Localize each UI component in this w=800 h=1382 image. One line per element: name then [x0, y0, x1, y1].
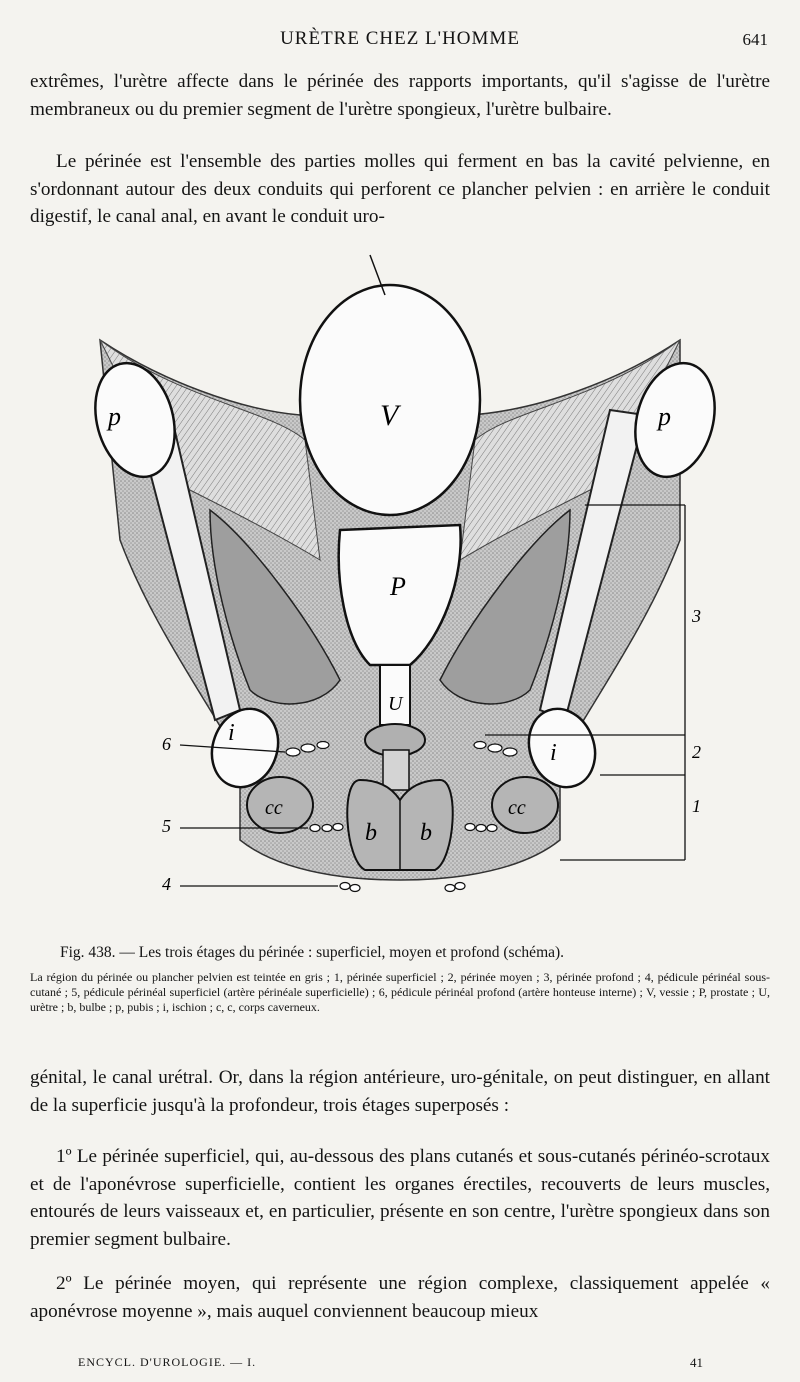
label-ischion-right: i [550, 740, 557, 766]
label-cc-right: cc [508, 797, 526, 819]
label-pedicle-6: 6 [162, 734, 171, 754]
label-bulbe-right: b [420, 820, 432, 846]
label-pubis-right: p [658, 402, 671, 431]
label-level-3: 3 [692, 606, 701, 626]
pedicle-4-vessels [340, 883, 465, 892]
label-level-2: 2 [692, 742, 701, 762]
perinee-schema [40, 240, 760, 940]
label-pedicle-5: 5 [162, 816, 171, 836]
footer-signature: ENCYCL. D'UROLOGIE. — I. [78, 1355, 257, 1369]
label-ischion-left: i [228, 720, 235, 746]
paragraph-1: extrêmes, l'urètre affecte dans le périnée des rapports importants, qu'il s'agisse de l'urètre membraneux ou du premier segment de l'urètre spongieux, l'urètre bulbaire. [30, 71, 770, 120]
paragraph-3: génital, le canal urétral. Or, dans la région antérieure, uro-génitale, on peut distinguer, en allant de la superficie jusqu'à la profondeur, trois étages superposés : [30, 1067, 770, 1116]
figure-perinee [40, 240, 760, 940]
running-title: URÈTRE CHEZ L'HOMME [280, 28, 520, 49]
figure-caption: Fig. 438. — Les trois étages du périnée : superficiel, moyen et profond (schéma). [60, 944, 565, 961]
paragraph-5: 2º Le périnée moyen, qui représente une région complexe, classiquement appelée « aponévrose moyenne », mais auquel conviennent beaucoup mieux [30, 1273, 770, 1322]
label-vessie: V [380, 399, 399, 432]
label-level-1: 1 [692, 796, 701, 816]
label-cc-left: cc [265, 797, 283, 819]
running-head [0, 28, 800, 54]
paragraph-4: 1º Le périnée superficiel, qui, au-dessous des plans cutanés et sous-cutanés périnéo-scrotaux et de l'aponévrose superficielle, contient les organes érectiles, recouverts de leurs muscles, entourés de leurs vaisseaux et, en particulier, présente en son centre, l'urètre spongieux dans son premier segment bulbaire. [30, 1146, 770, 1250]
figure-legend: La région du périnée ou plancher pelvien est teintée en gris ; 1, périnée superficiel ; 2, périnée moyen ; 3, périnée profond ; 4, pédicule périnéal sous-cutané ; 5, pédicule périnéal superficiel (artère périnéale superficielle) ; 6, pédicule périnéal profond (artère honteuse interne) ; V, vessie ; P, prostate ; U, urètre ; b, bulbe ; p, pubis ; i, ischion ; c, c, corps caverneux. [30, 970, 770, 1014]
footer-sheet-number: 41 [690, 1355, 703, 1370]
paragraph-2: Le périnée est l'ensemble des parties molles qui ferment en bas la cavité pelvienne, en s'ordonnant autour des deux conduits qui perforent ce plancher pelvien : en arrière le conduit digestif, le canal anal, en avant le conduit uro- [30, 151, 770, 227]
label-uretre: U [388, 693, 403, 715]
label-prostate: P [390, 572, 406, 601]
uretre-lower-shape [383, 750, 409, 790]
page-footer [0, 1355, 800, 1375]
label-bulbe-left: b [365, 820, 377, 846]
label-pubis-left: p [108, 402, 121, 431]
label-pedicle-4: 4 [162, 874, 171, 894]
page-number: 641 [742, 30, 768, 49]
